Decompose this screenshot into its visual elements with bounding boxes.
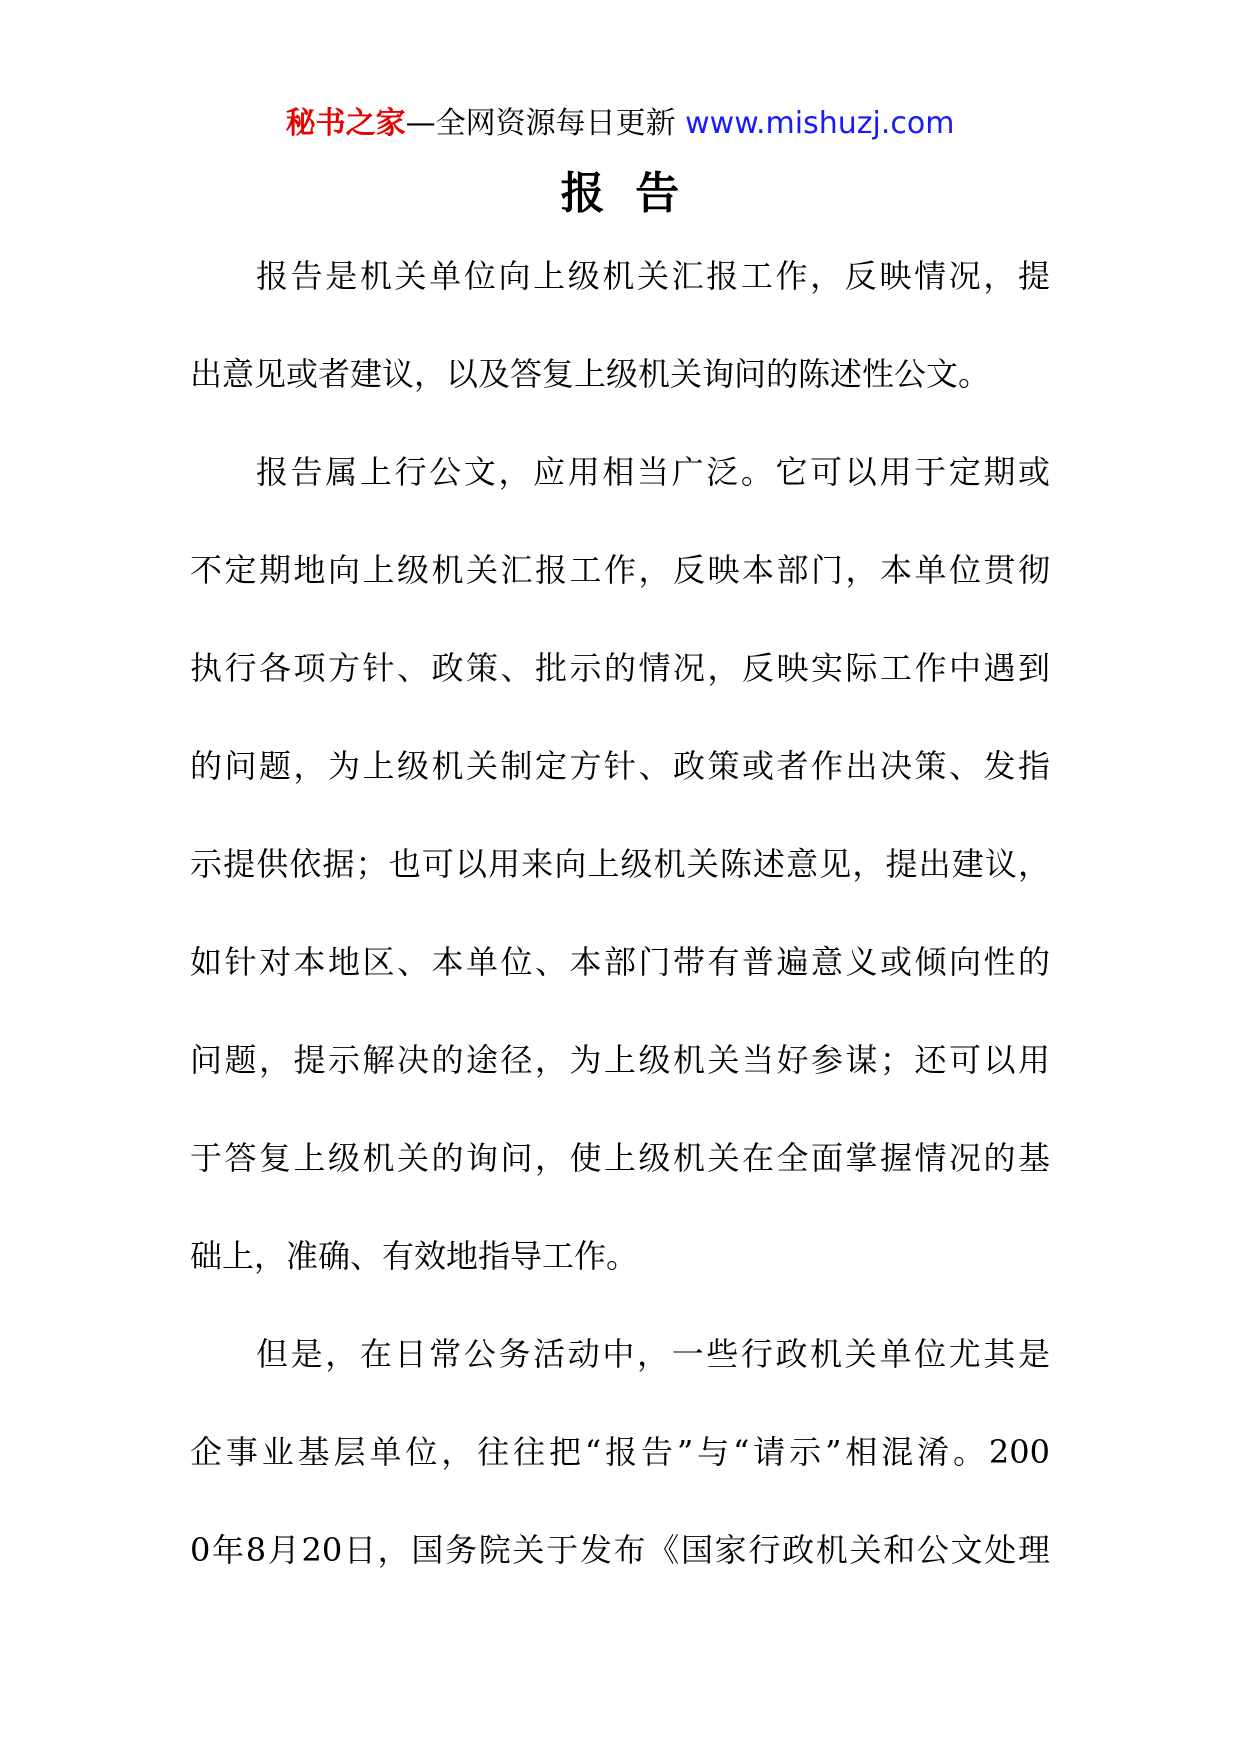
text-line: 执行各项方针、政策、批示的情况，反映实际工作中遇到 <box>190 649 1050 687</box>
text-line: 如针对本地区、本单位、本部门带有普遍意义或倾向性的 <box>190 943 1050 981</box>
text-line: 问题，提示解决的途径，为上级机关当好参谋；还可以用 <box>190 1041 1050 1079</box>
text-line: 不定期地向上级机关汇报工作，反映本部门，本单位贯彻 <box>190 551 1050 589</box>
text-line: 0年8月20日，国务院关于发布《国家行政机关和公文处理 <box>190 1531 1050 1569</box>
text-line: 础上，准确、有效地指导工作。 <box>190 1237 639 1275</box>
text-line: 于答复上级机关的询问，使上级机关在全面掌握情况的基 <box>190 1139 1050 1177</box>
site-brand: 秘书之家 <box>285 106 406 141</box>
document-title: 报 告 <box>560 168 680 219</box>
text-line: 报告是机关单位向上级机关汇报工作，反映情况，提 <box>256 257 1050 295</box>
document-body <box>190 256 1050 1628</box>
site-tagline: —全网资源每日更新 <box>405 106 676 141</box>
text-line: 出意见或者建议，以及答复上级机关询问的陈述性公文。 <box>190 355 991 393</box>
text-line: 企事业基层单位，往往把“报告”与“请示”相混淆。200 <box>190 1433 1050 1471</box>
text-line: 示提供依据；也可以用来向上级机关陈述意见，提出建议， <box>190 845 1050 883</box>
text-line: 的问题，为上级机关制定方针、政策或者作出决策、发指 <box>190 747 1050 785</box>
text-line: 但是，在日常公务活动中，一些行政机关单位尤其是 <box>256 1335 1050 1373</box>
site-url-link[interactable]: www.mishuzj.com <box>685 106 955 141</box>
text-line: 报告属上行公文，应用相当广泛。它可以用于定期或 <box>256 453 1050 491</box>
site-header <box>0 104 1240 144</box>
